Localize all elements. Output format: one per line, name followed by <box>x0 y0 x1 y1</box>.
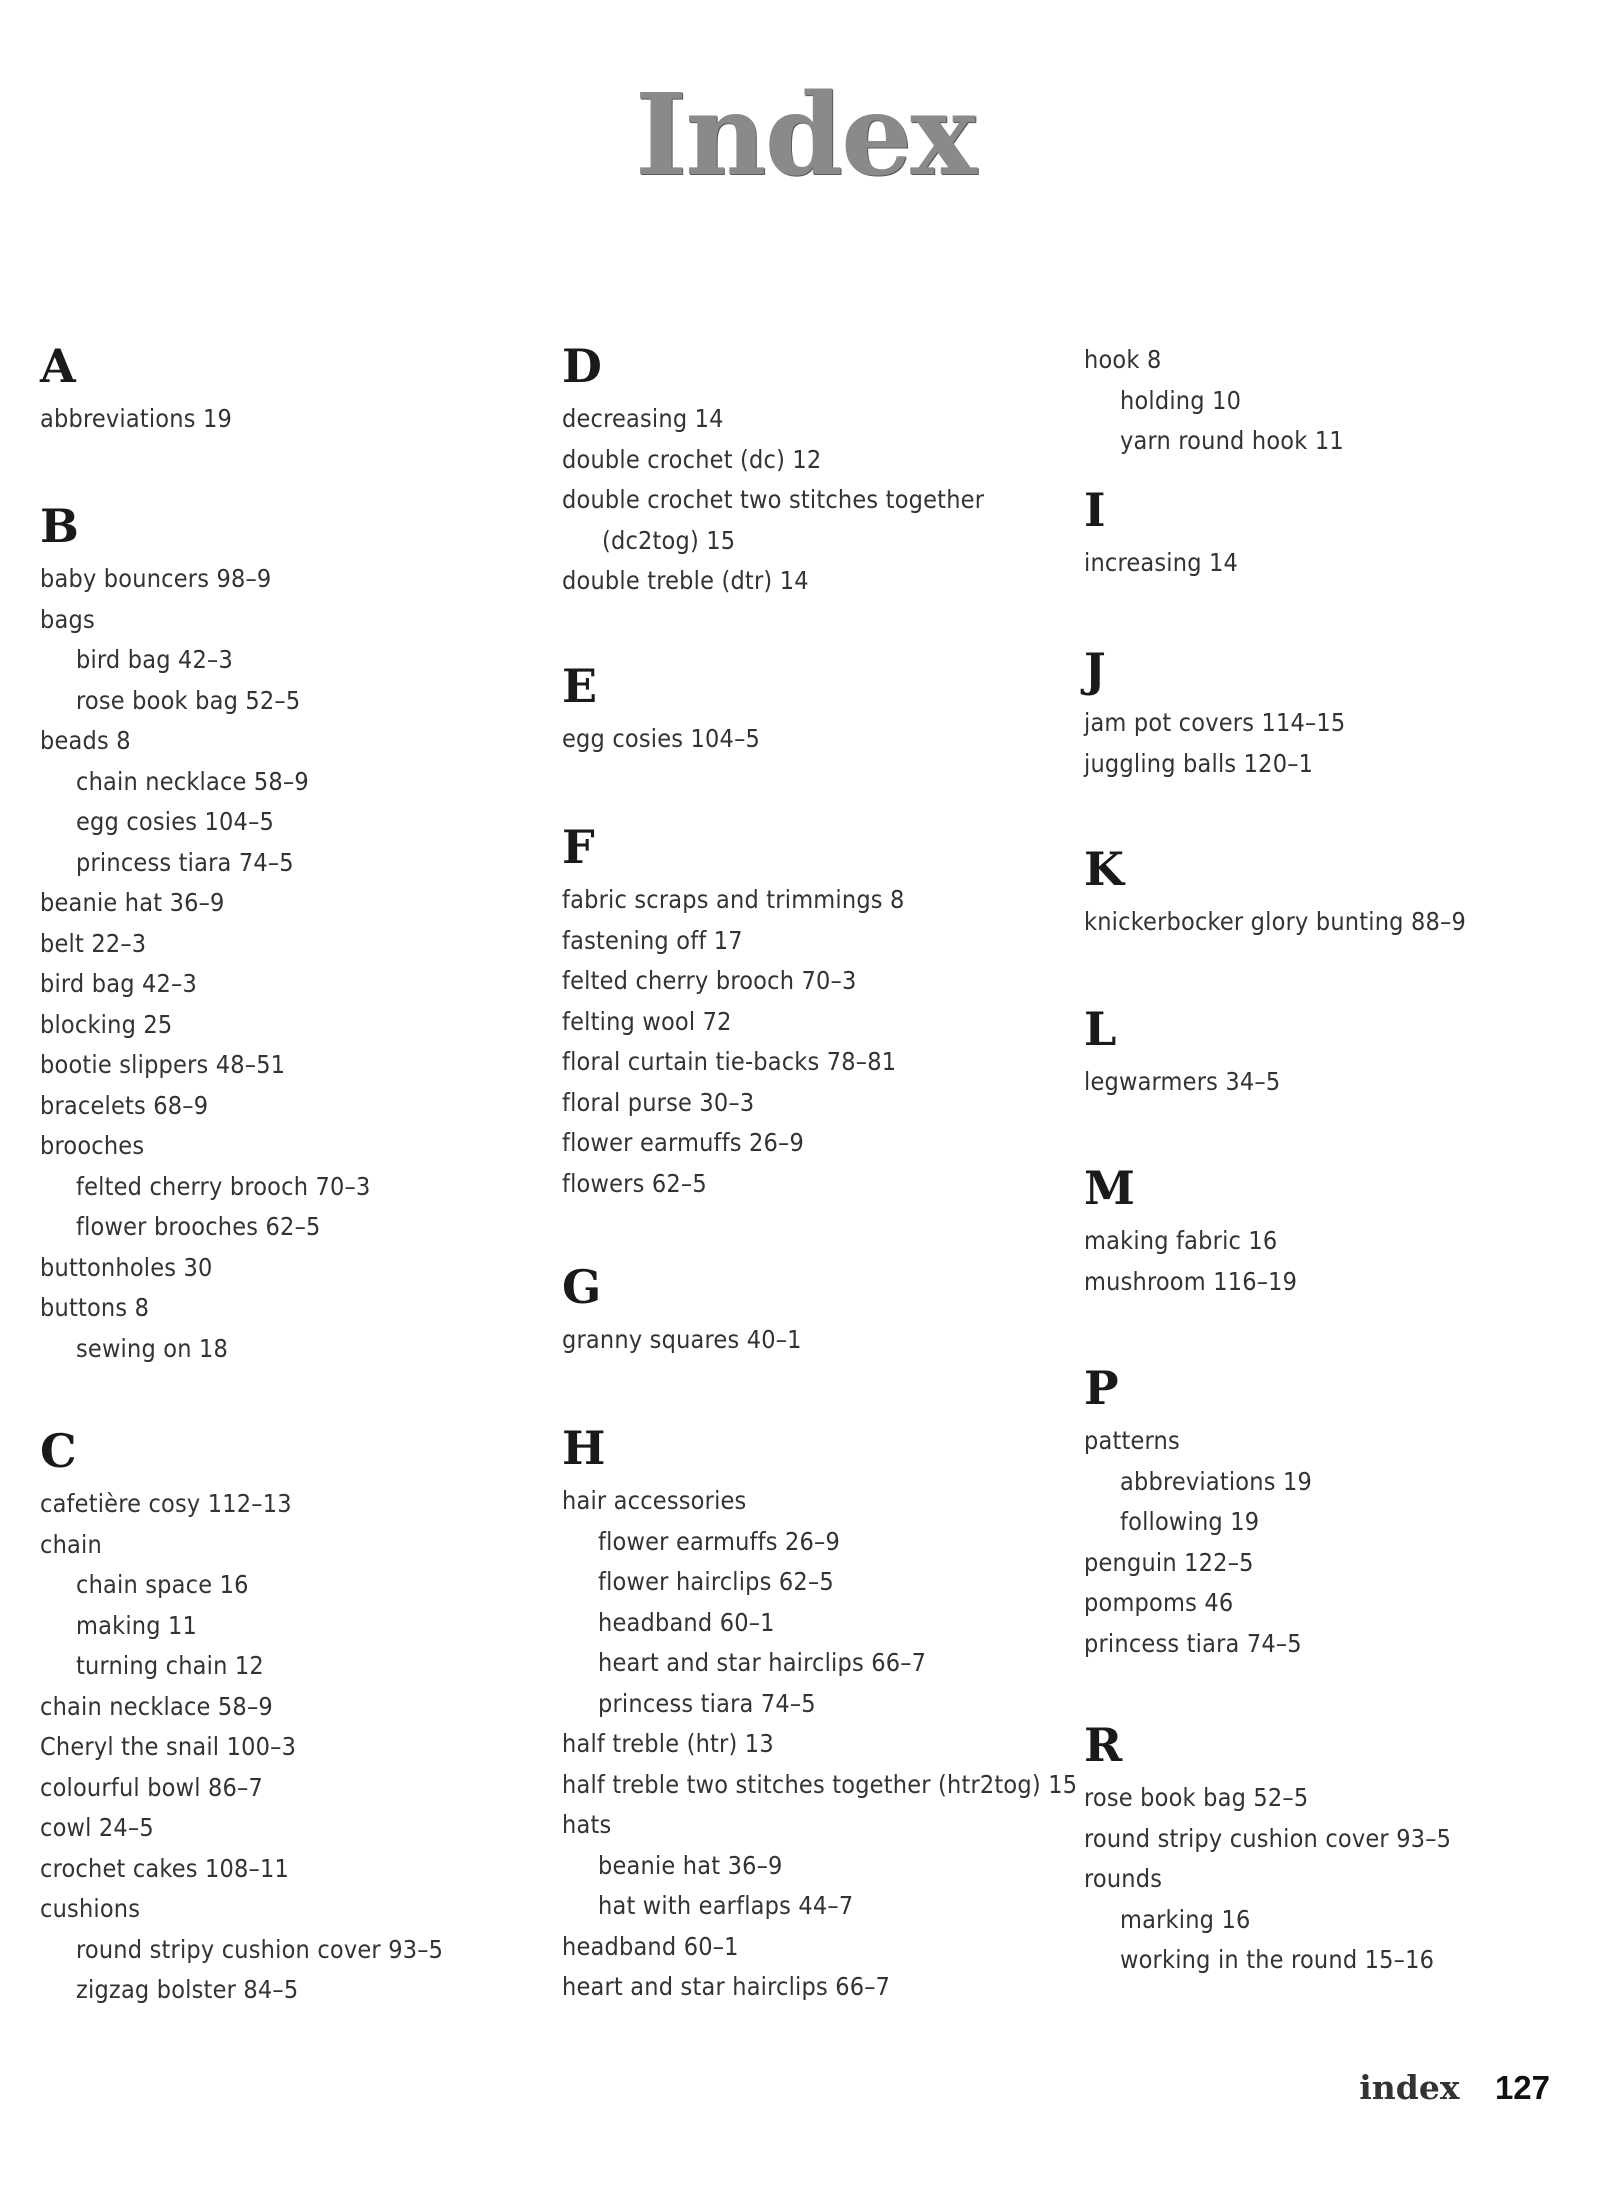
index-entry: chain necklace 58–9 <box>40 1691 273 1721</box>
index-entry: floral curtain tie-backs 78–81 <box>562 1047 897 1076</box>
index-subentry: working in the round 15–16 <box>1120 1945 1435 1974</box>
index-subentry: making 11 <box>76 1610 198 1640</box>
index-entry: increasing 14 <box>1084 548 1239 577</box>
index-section <box>1084 340 1344 462</box>
index-entry: bootie slippers 48–51 <box>40 1050 286 1079</box>
section-letter: K <box>1084 842 1124 896</box>
index-entry: egg cosies 104–5 <box>562 724 761 753</box>
index-entry: floral purse 30–3 <box>562 1087 755 1117</box>
index-entry: felting wool 72 <box>562 1006 732 1036</box>
index-entry: double treble (dtr) 14 <box>562 566 809 595</box>
section-letter: B <box>40 499 79 553</box>
index-section <box>1084 1718 1452 1981</box>
index-section <box>1084 1361 1312 1664</box>
index-entry: half treble two stitches together (htr2tog) 15 <box>562 1769 1078 1799</box>
index-section <box>1084 643 1346 784</box>
index-section <box>562 1260 802 1361</box>
index-entry: chain <box>40 1529 102 1559</box>
index-subentry: felted cherry brooch 70–3 <box>76 1171 371 1201</box>
section-letter: G <box>562 1260 602 1314</box>
index-section <box>562 339 985 602</box>
index-entry: flowers 62–5 <box>562 1168 707 1198</box>
page-footer <box>1359 2068 1550 2107</box>
index-entry: bags <box>40 604 95 634</box>
index-entry: round stripy cushion cover 93–5 <box>1084 1823 1452 1853</box>
index-entry: patterns <box>1084 1426 1180 1455</box>
index-entry: bracelets 68–9 <box>40 1090 209 1120</box>
index-subentry: holding 10 <box>1120 385 1242 415</box>
index-entry: penguin 122–5 <box>1084 1547 1254 1577</box>
section-letter: F <box>562 820 595 874</box>
index-section <box>562 820 905 1204</box>
index-subentry: bird bag 42–3 <box>76 645 234 674</box>
index-entry: flower earmuffs 26–9 <box>562 1128 804 1157</box>
index-subentry: round stripy cushion cover 93–5 <box>76 1934 444 1964</box>
index-subentry: flower earmuffs 26–9 <box>598 1526 840 1556</box>
index-entry: buttonholes 30 <box>40 1252 213 1282</box>
index-entry: hats <box>562 1810 612 1839</box>
section-letter: J <box>1084 643 1106 697</box>
index-section <box>562 659 761 760</box>
index-subentry: following 19 <box>1120 1507 1260 1536</box>
index-entry: beads 8 <box>40 726 131 755</box>
index-section <box>1084 842 1466 943</box>
index-section <box>1084 1161 1298 1302</box>
index-subentry: flower brooches 62–5 <box>76 1212 321 1241</box>
index-entry: bird bag 42–3 <box>40 969 198 998</box>
index-subentry: chain space 16 <box>76 1570 249 1599</box>
section-letter: H <box>562 1421 606 1475</box>
index-entry: juggling balls 120–1 <box>1084 748 1314 778</box>
index-entry: double crochet (dc) 12 <box>562 444 822 474</box>
index-entry: princess tiara 74–5 <box>1084 1628 1302 1658</box>
index-entry: belt 22–3 <box>40 928 147 958</box>
index-section <box>40 1424 444 2011</box>
index-entry: fabric scraps and trimmings 8 <box>562 885 905 914</box>
page-number: 127 <box>1494 2069 1550 2106</box>
section-letter: R <box>1084 1718 1123 1772</box>
section-letter: D <box>562 339 602 393</box>
index-subentry: rose book bag 52–5 <box>76 685 301 715</box>
index-entry: baby bouncers 98–9 <box>40 564 272 593</box>
index-entry: crochet cakes 108–11 <box>40 1853 289 1883</box>
section-letter: I <box>1084 483 1106 537</box>
index-subentry: chain necklace 58–9 <box>76 766 309 796</box>
index-entry: brooches <box>40 1131 145 1160</box>
index-entry: felted cherry brooch 70–3 <box>562 966 857 995</box>
index-entry: cushions <box>40 1894 141 1923</box>
page-title: Index <box>634 70 976 201</box>
index-entry: beanie hat 36–9 <box>40 888 225 917</box>
index-entry: pompoms 46 <box>1084 1588 1234 1617</box>
footer-label: index <box>1359 2068 1460 2107</box>
index-subentry: beanie hat 36–9 <box>598 1850 783 1880</box>
index-section <box>1084 1002 1281 1103</box>
index-subentry: princess tiara 74–5 <box>598 1688 816 1718</box>
index-subentry: yarn round hook 11 <box>1120 426 1344 455</box>
section-letter: M <box>1084 1161 1135 1215</box>
index-entry: half treble (htr) 13 <box>562 1729 774 1758</box>
index-entry: decreasing 14 <box>562 404 724 433</box>
index-entry: granny squares 40–1 <box>562 1325 802 1354</box>
index-entry: knickerbocker glory bunting 88–9 <box>1084 907 1466 936</box>
index-entry: mushroom 116–19 <box>1084 1266 1298 1296</box>
index-entry: rose book bag 52–5 <box>1084 1783 1309 1812</box>
index-subentry: marking 16 <box>1120 1904 1251 1934</box>
section-letter: E <box>562 659 598 713</box>
section-letter: C <box>40 1424 77 1478</box>
index-entry: rounds <box>1084 1864 1163 1893</box>
section-letter: A <box>40 339 76 393</box>
index-entry: colourful bowl 86–7 <box>40 1772 263 1802</box>
index-entry: legwarmers 34–5 <box>1084 1067 1281 1096</box>
index-subentry: zigzag bolster 84–5 <box>76 1975 299 2004</box>
index-entry: heart and star hairclips 66–7 <box>562 1972 891 2001</box>
index-entry: (dc2tog) 15 <box>602 525 736 555</box>
index-section <box>40 499 371 1369</box>
index-entry: fastening off 17 <box>562 925 743 955</box>
index-entry: making fabric 16 <box>1084 1226 1278 1255</box>
index-entry: headband 60–1 <box>562 1931 739 1961</box>
index-section <box>1084 483 1239 584</box>
index-entry: jam pot covers 114–15 <box>1084 708 1346 737</box>
index-subentry: princess tiara 74–5 <box>76 847 294 877</box>
index-section <box>562 1421 1078 2008</box>
index-subentry: headband 60–1 <box>598 1607 775 1637</box>
index-entry: hook 8 <box>1084 345 1162 374</box>
index-subentry: egg cosies 104–5 <box>76 807 275 836</box>
index-entry: blocking 25 <box>40 1009 173 1039</box>
section-letter: P <box>1084 1361 1119 1415</box>
index-subentry: abbreviations 19 <box>1120 1466 1312 1496</box>
index-entry: cafetière cosy 112–13 <box>40 1489 292 1518</box>
index-subentry: sewing on 18 <box>76 1333 229 1363</box>
section-letter: L <box>1084 1002 1117 1056</box>
index-entry: hair accessories <box>562 1486 747 1515</box>
index-subentry: turning chain 12 <box>76 1651 264 1680</box>
index-section <box>40 339 232 440</box>
index-subentry: hat with earflaps 44–7 <box>598 1891 854 1920</box>
index-subentry: flower hairclips 62–5 <box>598 1567 834 1596</box>
index-entry: buttons 8 <box>40 1293 150 1322</box>
index-entry: double crochet two stitches together <box>562 485 985 514</box>
index-entry: abbreviations 19 <box>40 404 232 433</box>
index-subentry: heart and star hairclips 66–7 <box>598 1648 927 1677</box>
index-entry: cowl 24–5 <box>40 1813 154 1842</box>
index-entry: Cheryl the snail 100–3 <box>40 1732 297 1761</box>
